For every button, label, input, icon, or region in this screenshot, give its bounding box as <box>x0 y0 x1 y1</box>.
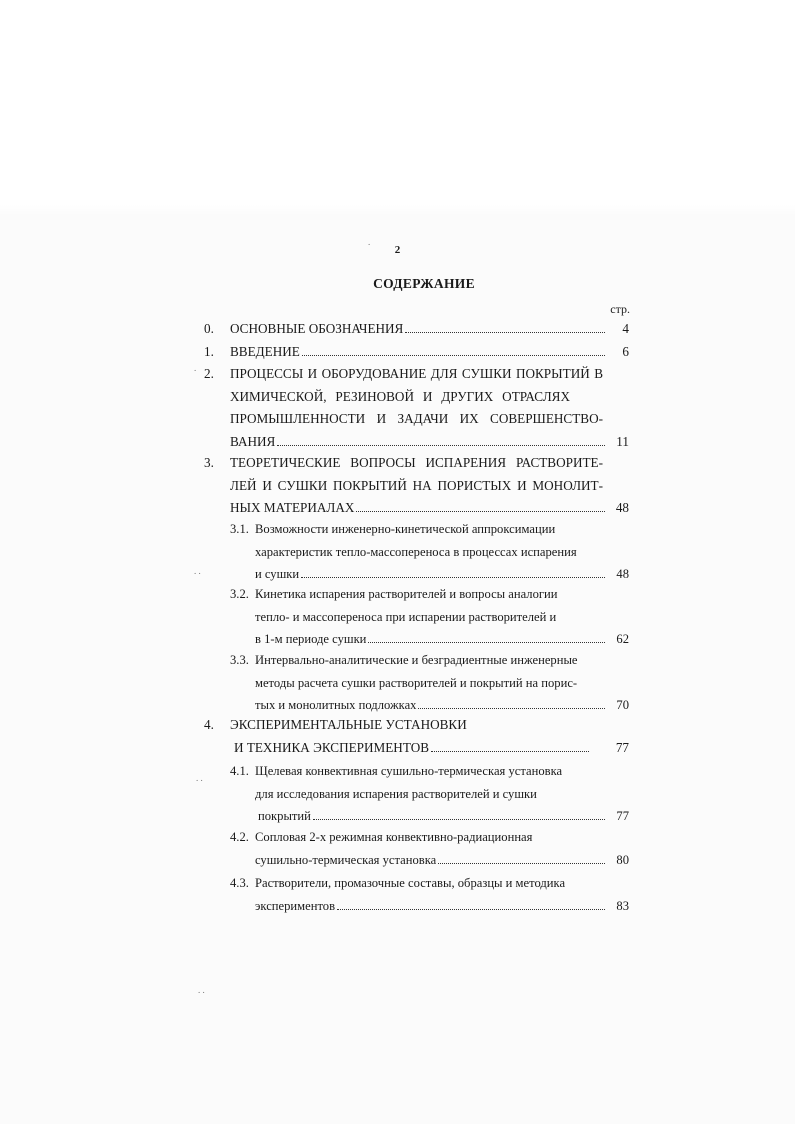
page-column-header: стр. <box>610 302 630 316</box>
toc-entry-line: ЭКСПЕРИМЕНТАЛЬНЫЕ УСТАНОВКИ <box>230 717 467 732</box>
scan-speck: . <box>368 237 371 247</box>
toc-entry-last-line <box>258 805 629 828</box>
toc-entry-page: 83 <box>616 898 629 913</box>
toc-entry-line: ТЕОРЕТИЧЕСКИЕ ВОПРОСЫ ИСПАРЕНИЯ РАСТВОРИТЕ- <box>230 455 603 470</box>
scan-speck: . . <box>194 566 201 576</box>
dot-leader <box>356 510 605 512</box>
toc-entry-line: ХИМИЧЕСКОЙ, РЕЗИНОВОЙ И ДРУГИХ ОТРАСЛЯХ <box>230 388 570 404</box>
toc-entry-text: ВАНИЯ <box>230 433 276 449</box>
toc-entry-4-1 <box>230 760 629 828</box>
toc-entry-2 <box>204 363 629 453</box>
toc-entry-0 <box>204 318 629 341</box>
toc-entry-number: 3. <box>204 455 214 470</box>
toc-entry-text: покрытий <box>258 809 311 823</box>
toc-entry-line: тепло- и массопереноса при испарении растворителей и <box>255 609 557 624</box>
toc-entry-line: Сопловая 2-х режимная конвективно-радиационная <box>255 830 533 844</box>
toc-entry-number: 4.1. <box>230 764 249 778</box>
toc-entry-number: 3.2. <box>230 587 249 601</box>
toc-entry-last-line <box>255 895 629 918</box>
toc-entry-line: ПРОЦЕССЫ И ОБОРУДОВАНИЕ ДЛЯ СУШКИ ПОКРЫТИЙ В <box>230 366 603 381</box>
toc-entry-line: Щелевая конвективная сушильно-термическая установка <box>255 764 563 778</box>
toc-entry-last-line <box>234 737 629 760</box>
toc-entry-last-line <box>230 431 629 454</box>
toc-entry-text: ОСНОВНЫЕ ОБОЗНАЧЕНИЯ <box>230 321 404 336</box>
toc-entry-page: 11 <box>616 433 629 449</box>
toc-entry-number: 2. <box>204 366 214 381</box>
toc-entry-number: 3.1. <box>230 522 249 536</box>
toc-entry-text: НЫХ МАТЕРИАЛАХ <box>230 500 355 515</box>
toc-entry-number: 1. <box>204 344 214 359</box>
toc-entry-page: 77 <box>616 809 629 823</box>
toc-entry-text: в 1-м периоде сушки <box>255 632 367 646</box>
toc-entry-page: 48 <box>616 567 629 581</box>
toc-entry-number: 4. <box>204 717 214 732</box>
toc-entry-last-line <box>255 628 629 651</box>
toc-entry-4-3 <box>230 872 629 917</box>
toc-entry-3-3 <box>230 649 629 717</box>
dot-leader <box>302 354 605 356</box>
toc-entry-number: 3.3. <box>230 653 249 667</box>
dot-leader <box>405 331 605 333</box>
toc-entry-line: Растворители, промазочные составы, образцы и методика <box>255 876 566 890</box>
toc-entry-line: Интервально-аналитические и безградиентные инженерные <box>255 653 578 667</box>
toc-entry-text: сушильно-термическая установка <box>255 852 437 867</box>
toc-entry-line: ПРОМЫШЛЕННОСТИ И ЗАДАЧИ ИХ СОВЕРШЕНСТВО- <box>230 411 603 426</box>
dot-leader <box>277 444 605 446</box>
page-number: 2 <box>394 244 401 256</box>
toc-entry-page: 62 <box>616 632 629 646</box>
dot-leader <box>301 576 605 578</box>
toc-entry-number: 0. <box>204 321 214 336</box>
toc-entry-3 <box>204 452 629 520</box>
toc-entry-text: И ТЕХНИКА ЭКСПЕРИМЕНТОВ <box>234 739 430 755</box>
toc-entry-line: Кинетика испарения растворителей и вопросы аналогии <box>255 587 558 601</box>
scan-speck: . . <box>196 773 203 783</box>
toc-entry-4-2 <box>230 826 629 871</box>
toc-entry-text: и сушки <box>255 567 300 581</box>
page-title: СОДЕРЖАНИЕ <box>373 276 475 291</box>
toc-entry-4 <box>204 714 629 759</box>
toc-entry-page: 70 <box>616 698 629 712</box>
toc-entry-page: 77 <box>615 739 629 755</box>
toc-entry-1 <box>204 341 629 364</box>
toc-entry-3-1 <box>230 518 629 586</box>
toc-entry-last-line <box>255 849 629 872</box>
toc-entry-page: 80 <box>616 852 629 867</box>
dot-leader <box>418 707 605 709</box>
toc-entry-line: для исследования испарения растворителей и сушки <box>255 786 537 801</box>
toc-entry-page: 48 <box>615 500 629 515</box>
toc-entry-line: характеристик тепло-массопереноса в процессах испарения <box>255 544 577 559</box>
toc-entry-page: 6 <box>622 344 629 359</box>
scan-speck: . . <box>198 985 205 995</box>
toc-entry-number: 4.3. <box>230 876 249 890</box>
toc-entry-text: экспериментов <box>255 898 336 913</box>
toc-entry-line: ЛЕЙ И СУШКИ ПОКРЫТИЙ НА ПОРИСТЫХ И МОНОЛИТ- <box>230 477 603 493</box>
toc-entry-number: 4.2. <box>230 830 249 844</box>
toc-entry-text: тых и монолитных подложках <box>255 698 417 712</box>
dot-leader <box>368 641 605 643</box>
toc-entry-line: методы расчета сушки растворителей и покрытий на порис- <box>255 675 578 690</box>
scan-speck: . <box>194 363 197 373</box>
toc-entry-3-2 <box>230 583 629 651</box>
dot-leader <box>431 750 589 752</box>
toc-entry-line: Возможности инженерно-кинетической аппроксимации <box>255 522 556 536</box>
toc-entry-last-line <box>230 497 629 520</box>
toc-entry-text: ВВЕДЕНИЕ <box>230 344 300 359</box>
dot-leader <box>438 862 605 864</box>
dot-leader <box>337 908 605 910</box>
toc-entry-last-line <box>230 341 629 364</box>
dot-leader <box>313 818 605 820</box>
toc-entry-page: 4 <box>622 321 629 336</box>
toc-entry-last-line <box>230 318 629 341</box>
